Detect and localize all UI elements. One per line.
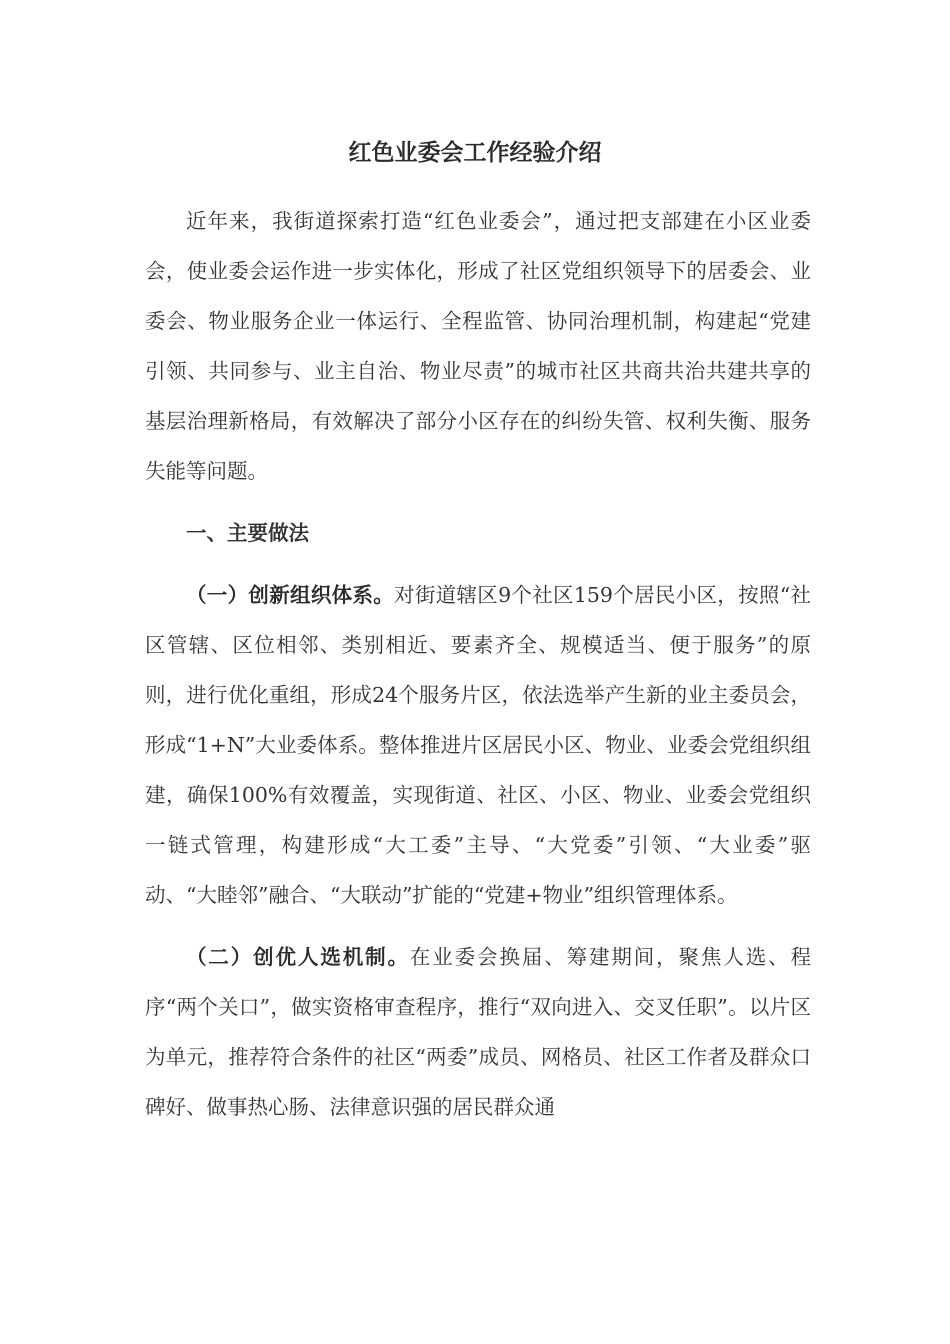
- document-body: [145, 196, 811, 1132]
- paragraph-gap: [145, 920, 811, 932]
- section-item-2: [145, 932, 811, 1132]
- section-item-2-text: 在业委会换届、筹建期间，聚焦人选、程序“两个关口”，做实资格审查程序，推行“双向进入、交叉任职”。以片区为单元，推荐符合条件的社区“两委”成员、网格员、社区工作者及群众口碑好、做事热心肠、法律意识强的居民群众通: [145, 945, 812, 1119]
- paragraph-gap: [145, 496, 811, 508]
- paragraph-gap: [145, 558, 811, 570]
- section-item-2-lead: （二）创优人选机制。: [186, 945, 410, 969]
- section-item-1-lead: （一）创新组织体系。: [186, 583, 395, 607]
- section-item-1: [145, 570, 811, 920]
- section-item-1-text: 对街道辖区9个社区159个居民小区，按照“社区管辖、区位相邻、类别相近、要素齐全、规模适当、便于服务”的原则，进行优化重组，形成24个服务片区，依法选举产生新的业主委员会，形成“1+N”大业委体系。整体推进片区居民小区、物业、业委会党组织组建，确保100%有效覆盖，实现街道、社区、小区、物业、业委会党组织一链式管理，构建形成“大工委”主导、“大党委”引领、“大业委”驱动、“大睦邻”融合、“大联动”扩能的“党建+物业”组织管理体系。: [145, 583, 812, 907]
- intro-paragraph: 近年来，我街道探索打造“红色业委会”，通过把支部建在小区业委会，使业委会运作进一步实体化，形成了社区党组织领导下的居委会、业委会、物业服务企业一体运行、全程监管、协同治理机制，构建起“党建引领、共同参与、业主自治、物业尽责”的城市社区共商共治共建共享的基层治理新格局，有效解决了部分小区存在的纠纷失管、权利失衡、服务失能等问题。: [145, 209, 811, 483]
- section-heading: 一、主要做法: [186, 521, 309, 545]
- document-title: 红色业委会工作经验介绍: [348, 139, 602, 166]
